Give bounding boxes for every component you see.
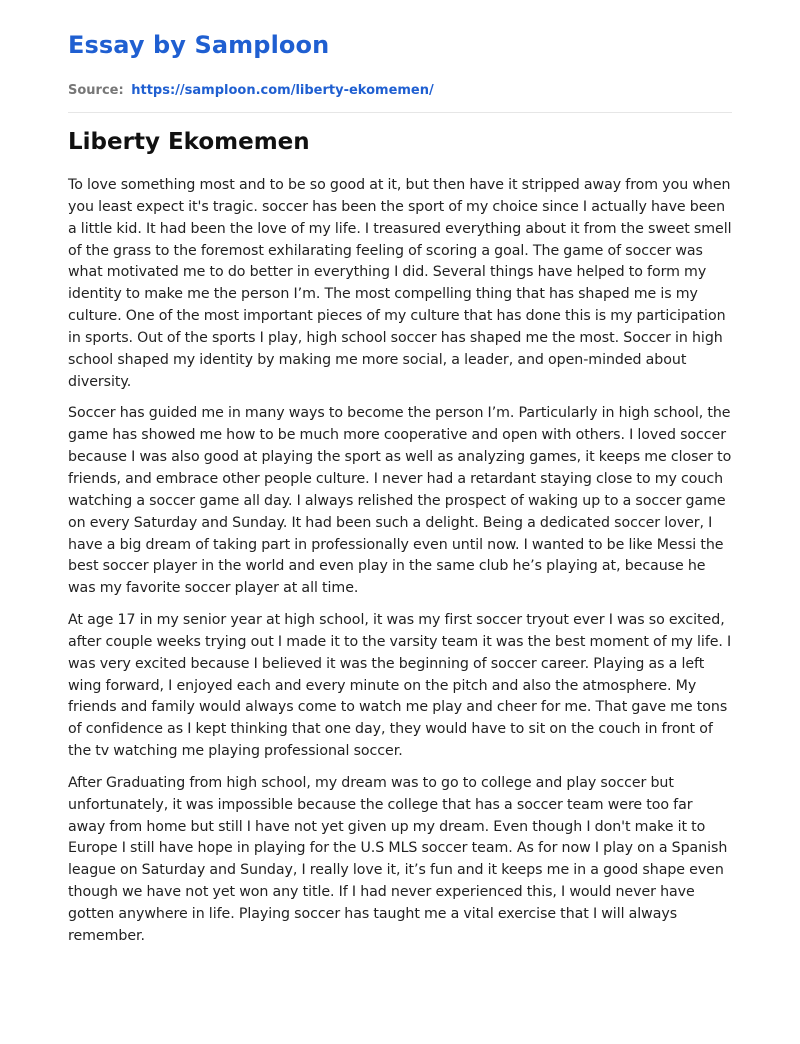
essay-paragraph-3: At age 17 in my senior year at high school, it was my first soccer tryout ever I was so excited, after couple weeks trying out I made it to the varsity team it was the best moment of my life. I was very excited because I believed it was the beginning of soccer career. Playing as a left wing forward, I enjoyed each and every minute on the pitch and also the atmosphere. My friends and family would always come to watch me play and cheer for me. That gave me tons of confidence as I kept thinking that one day, they would have to sit on the couch in front of the tv watching me playing professional soccer. xyxy=(68,612,732,760)
essay-paragraph-2: Soccer has guided me in many ways to become the person I’m. Particularly in high school, the game has showed me how to be much more cooperative and open with others. I loved soccer because I was also good at playing the sport as well as analyzing games, it keeps me closer to friends, and embrace other people culture. I never had a retardant staying close to my couch watching a soccer game all day. I always relished the prospect of waking up to a soccer game on every Saturday and Sunday. It had been such a delight. Being a dedicated soccer lover, I have a big dream of taking part in professionally even until now. I wanted to be like Messi the best soccer player in the world and even play in the same club he’s playing at, because he was my favorite soccer player at all time. xyxy=(68,405,732,597)
essay-paragraph-4: After Graduating from high school, my dream was to go to college and play soccer but unfortunately, it was impossible because the college that has a soccer team were too far away from home but still I have not yet given up my dream. Even though I don't make it to Europe I still have hope in playing for the U.S MLS soccer team. As for now I play on a Spanish league on Saturday and Sunday, I really love it, it’s fun and it keeps me in a good shape even though we have not yet won any title. If I had never experienced this, I would never have gotten anywhere in life. Playing soccer has taught me a vital exercise that I will always remember. xyxy=(68,774,728,944)
site-brand-title[interactable]: Essay by Samploon xyxy=(68,31,330,59)
essay-paragraph-1: To love something most and to be so good at it, but then have it stripped away from you when you least expect it's tragic. soccer has been the sport of my choice since I actually have been a little kid. It had been the love of my life. I treasured everything about it from the sweet smell of the grass to the foremost exhilarating feeling of scoring a goal. The game of soccer was what motivated me to do better in everything I did. Several things have helped to form my identity to make me the person I’m. The most compelling thing that has shaped me is my culture. One of the most important pieces of my culture that has done this is my participation in sports. Out of the sports I play, high school soccer has shaped me the most. Soccer in high school shaped my identity by making me more social, a leader, and open-minded about diversity. xyxy=(68,177,732,390)
source-link[interactable]: https://samploon.com/liberty-ekomemen/ xyxy=(131,83,434,98)
essay-title: Liberty Ekomemen xyxy=(68,129,310,155)
header-divider xyxy=(68,112,732,113)
source-line xyxy=(68,82,732,100)
essay-page xyxy=(68,0,732,958)
source-label: Source: xyxy=(68,83,124,98)
essay-body xyxy=(68,175,732,948)
